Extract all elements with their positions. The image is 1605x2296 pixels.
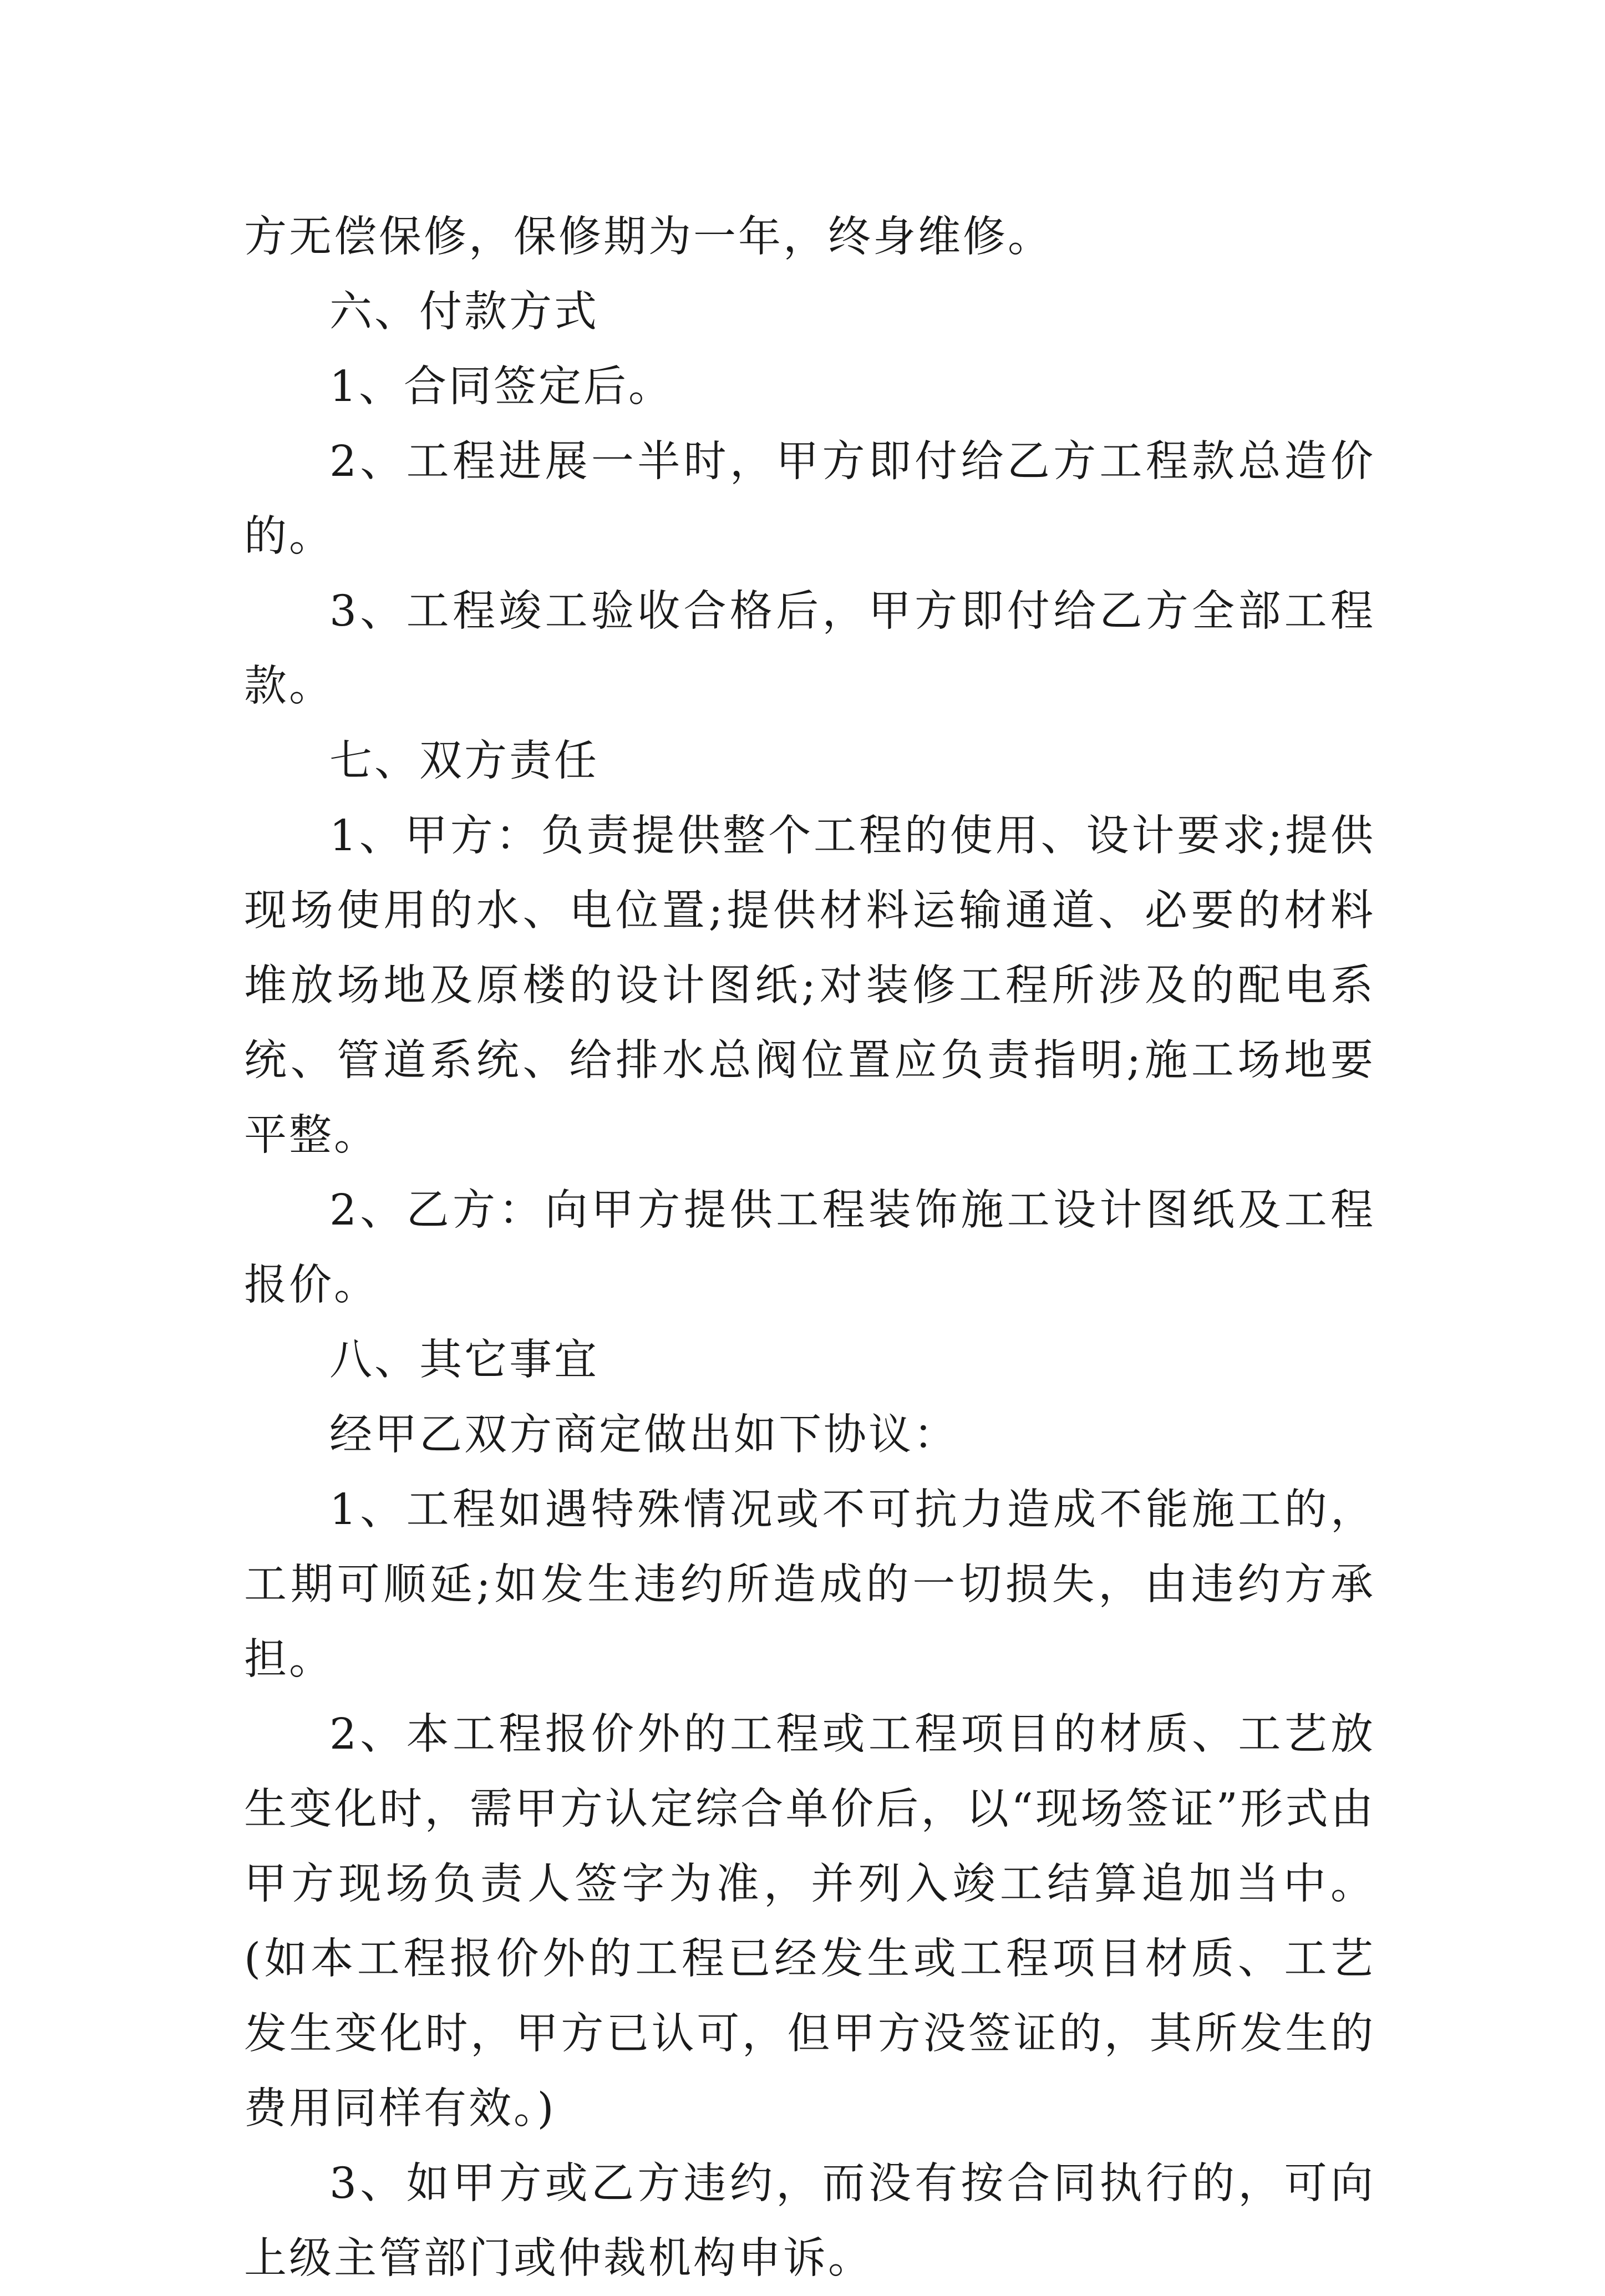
paragraph: 1、合同签定后。	[329, 362, 673, 412]
section-heading-other-matters: 八、其它事宜	[329, 1335, 599, 1385]
document-body	[244, 200, 1375, 2296]
paragraph: 2、本工程报价外的工程或工程项目的材质、工艺放生变化时，需甲方认定综合单价后，以“现场签证”形式由甲方现场负责人签字为准，并列入竣工结算追加当中。(如本工程报价外的工程已经发生或工程项目材质、工艺发生变化时，甲方已认可，但甲方没签证的，其所发生的费用同样有效。)	[244, 1710, 1375, 2134]
paragraph: 1、工程如遇特殊情况或不可抗力造成不能施工的，工期可顺延;如发生违约所造成的一切损失，由违约方承担。	[244, 1485, 1375, 1684]
paragraph: 2、工程进展一半时，甲方即付给乙方工程款总造价的。	[244, 437, 1375, 561]
paragraph: 1、甲方：负责提供整个工程的使用、设计要求;提供现场使用的水、电位置;提供材料运输通道、必要的材料堆放场地及原楼的设计图纸;对装修工程所涉及的配电系统、管道系统、给排水总阀位置应负责指明;施工场地要平整。	[244, 811, 1375, 1160]
paragraph: 2、乙方：向甲方提供工程装饰施工设计图纸及工程报价。	[244, 1186, 1375, 1310]
paragraph: 经甲乙双方商定做出如下协议：	[329, 1410, 958, 1460]
paragraph: 3、工程竣工验收合格后，甲方即付给乙方全部工程款。	[244, 587, 1375, 711]
section-heading-responsibilities: 七、双方责任	[329, 736, 599, 786]
paragraph: 3、如甲方或乙方违约，而没有按合同执行的，可向上级主管部门或仲裁机构申诉。	[244, 2159, 1375, 2283]
paragraph: 方无偿保修，保修期为一年，终身维修。	[244, 212, 1053, 262]
section-heading-payment: 六、付款方式	[329, 287, 599, 337]
